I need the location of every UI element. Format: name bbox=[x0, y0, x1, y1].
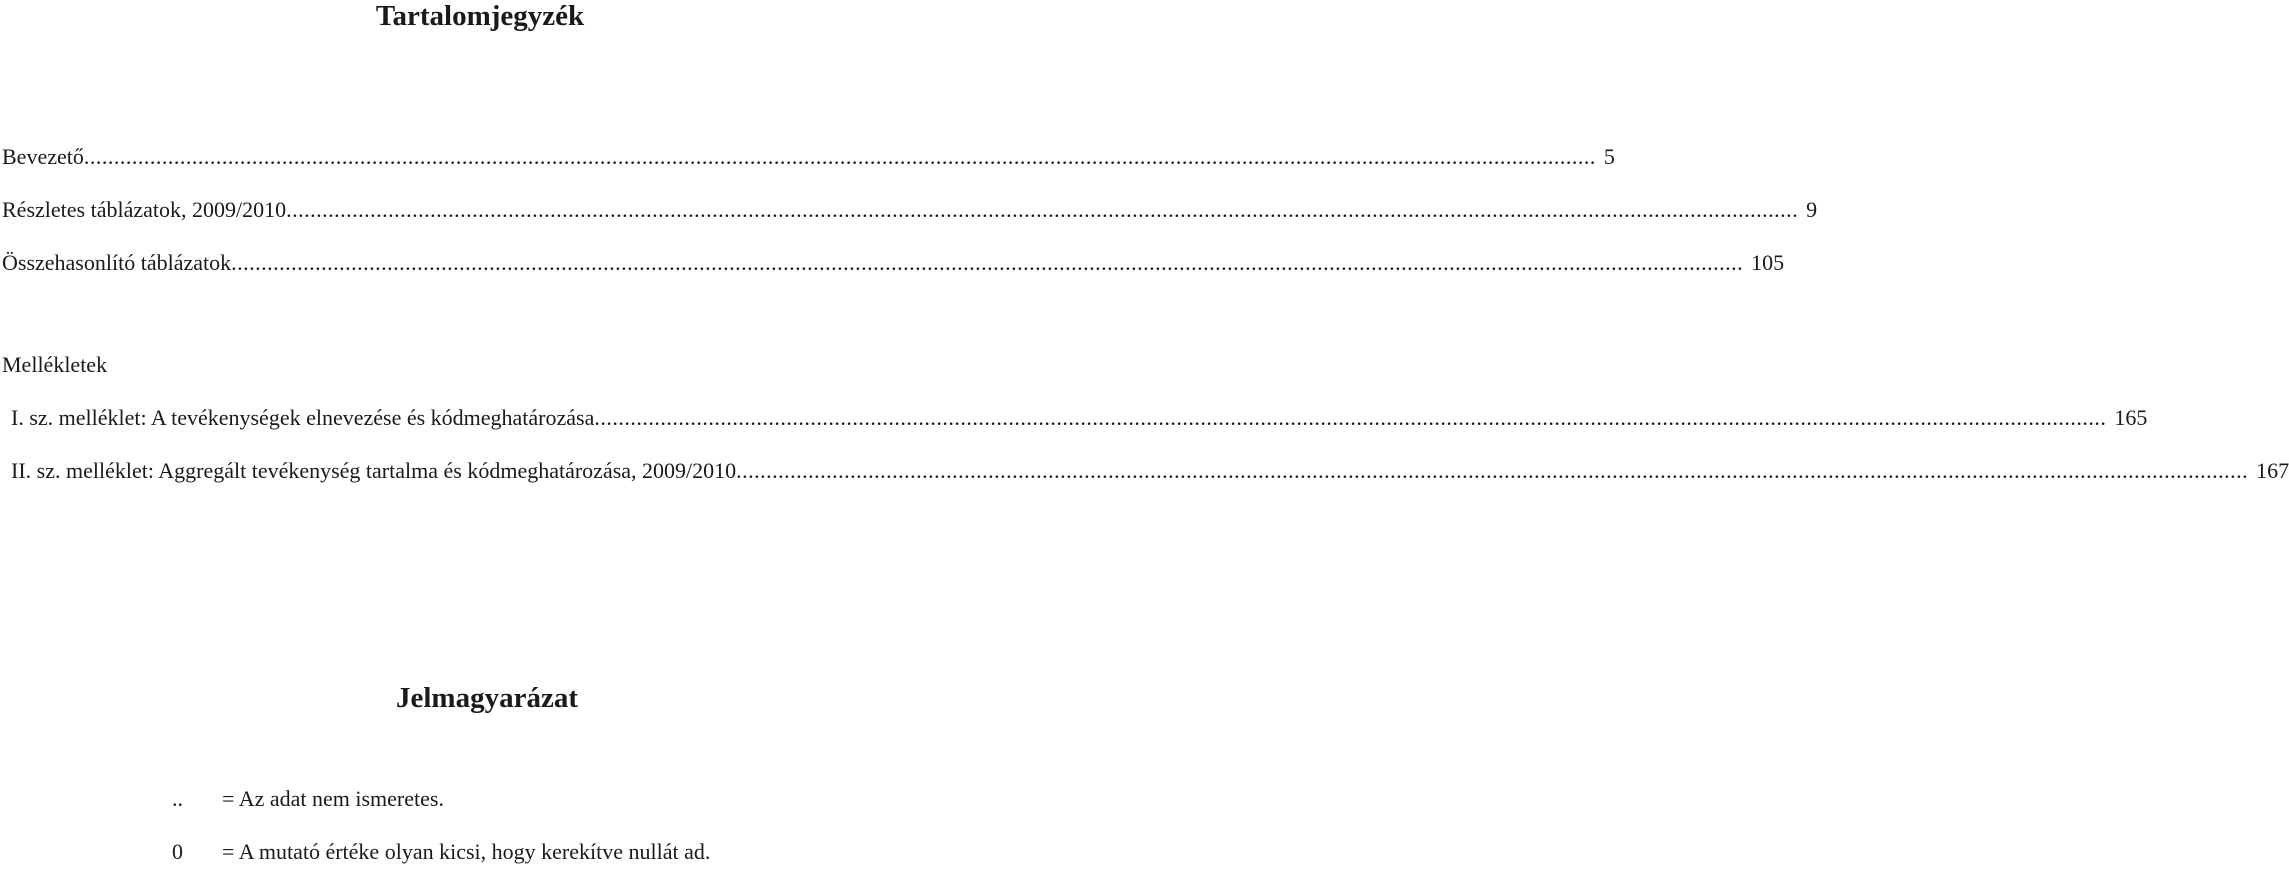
toc-entry-page: 165 bbox=[2114, 405, 2148, 430]
toc-entry-comparison-tables[interactable] bbox=[2, 250, 1785, 276]
toc-entry-page: 5 bbox=[1603, 144, 1615, 169]
toc-entry-introduction[interactable] bbox=[2, 144, 1615, 170]
legend-title: Jelmagyarázat bbox=[396, 682, 578, 714]
toc-entry-page: 105 bbox=[1751, 250, 1785, 275]
legend-symbol: .. bbox=[172, 786, 183, 811]
toc-entry-appendix-1[interactable] bbox=[11, 405, 2148, 431]
toc-entry-label: I. sz. melléklet: A tevékenységek elnevezése és kódmeghatározása bbox=[11, 405, 595, 430]
toc-entry-appendix-2[interactable] bbox=[11, 458, 2289, 484]
toc-entry-page: 167 bbox=[2256, 458, 2289, 483]
toc-entry-label: Bevezető bbox=[2, 144, 84, 169]
toc-entry-page: 9 bbox=[1806, 197, 1818, 222]
legend-text: = Az adat nem ismeretes. bbox=[222, 786, 444, 811]
toc-entry-label: Összehasonlító táblázatok bbox=[2, 250, 232, 275]
toc-leader-dots bbox=[84, 144, 1596, 170]
toc-entry-detailed-tables[interactable] bbox=[2, 197, 1818, 223]
toc-leader-dots bbox=[231, 250, 1743, 276]
toc-leader-dots bbox=[286, 197, 1798, 223]
toc-title: Tartalomjegyzék bbox=[375, 0, 585, 32]
toc-entry-label: II. sz. melléklet: Aggregált tevékenység tartalma és kódmeghatározása, 2009/2010 bbox=[11, 458, 737, 483]
legend-item bbox=[172, 839, 710, 865]
toc-leader-dots bbox=[736, 458, 2248, 484]
toc-entry-label: Részletes táblázatok, 2009/2010 bbox=[2, 197, 287, 222]
appendix-heading: Mellékletek bbox=[2, 352, 108, 377]
legend-item bbox=[172, 786, 444, 812]
legend-symbol: 0 bbox=[172, 839, 183, 864]
legend-text: = A mutató értéke olyan kicsi, hogy kerekítve nullát ad. bbox=[222, 839, 711, 864]
toc-leader-dots bbox=[594, 405, 2106, 431]
